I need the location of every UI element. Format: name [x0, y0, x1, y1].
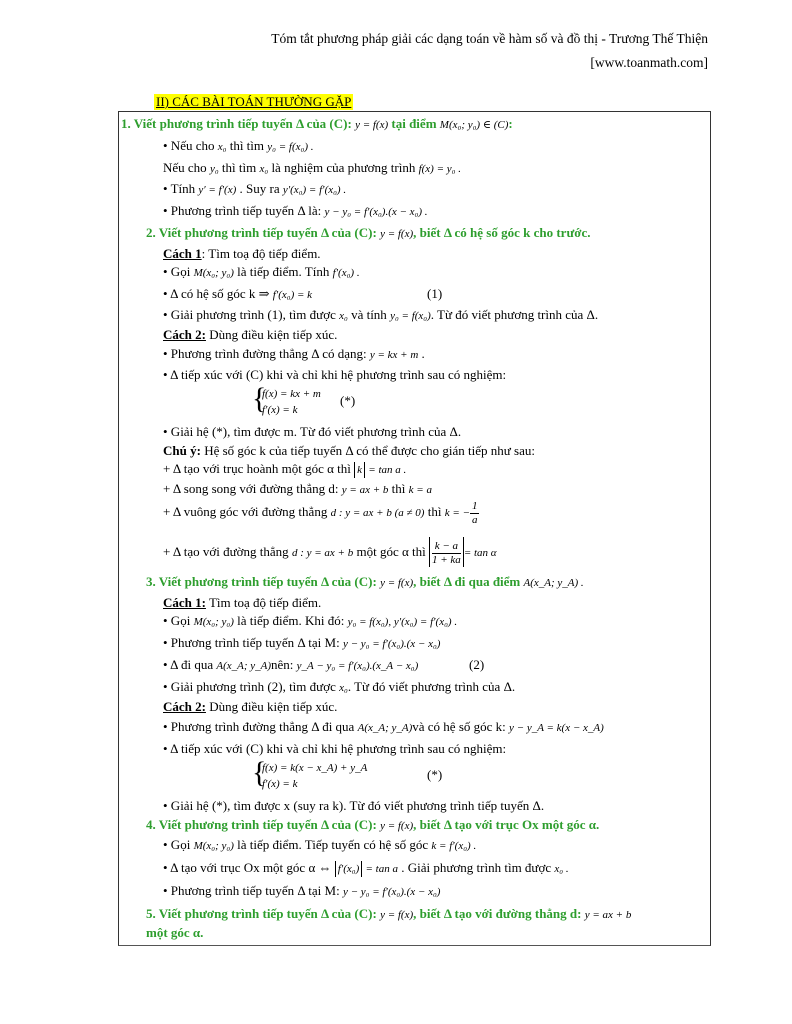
p3-line-h: • Giải hệ (*), tìm được x (suy ra k). Từ đó viết phương trình tiếp tuyến Δ. — [163, 798, 545, 813]
problem-5-heading: 5. Viết phương trình tiếp tuyến Δ của (C): y = f(x), biết Δ tạo với đường thẳng d: y = ax + b — [146, 906, 632, 921]
p2-line-g: • Giải hệ (*), tìm được m. Từ đó viết phương trình của Δ. — [163, 424, 462, 439]
p2-system-eq-1: f(x) = kx + m — [262, 388, 321, 400]
p2-line-e: • Phương trình đường thẳng Δ có dạng: y = kx + m . — [163, 346, 425, 361]
problem-4-heading: 4. Viết phương trình tiếp tuyến Δ của (C): y = f(x), biết Δ tạo với trục Ox một góc α. — [146, 817, 600, 832]
p3-system-brace: { — [252, 756, 267, 789]
p3-line-e: • Giải phương trình (2), tìm được x₀. Từ đó viết phương trình của Δ. — [163, 679, 516, 694]
p2-system-brace: { — [252, 382, 267, 415]
p2-line-d: • Giải phương trình (1), tìm được x₀ và tính y₀ = f(x₀). Từ đó viết phương trình của Δ. — [163, 307, 599, 322]
p1-line-3: • Tính y′ = f′(x) . Suy ra y′(x₀) = f′(x₀) . — [163, 181, 347, 196]
p3-line-f: • Phương trình đường thẳng Δ đi qua A(x_A; y_A)và có hệ số góc k: y − y_A = k(x − x_A) — [163, 719, 604, 734]
p3-eq-number-2: (2) — [469, 657, 485, 672]
p2-line-b: • Δ có hệ số góc k ⇒ f′(x₀) = k — [163, 286, 313, 301]
p2-note: Chú ý: Hệ số góc k của tiếp tuyến Δ có thể được cho gián tiếp như sau: — [163, 443, 535, 458]
problem-1-heading: 1. Viết phương trình tiếp tuyến Δ của (C): y = f(x) tại điểm M(x₀; y₀) ∈ (C): — [121, 116, 513, 131]
p2-system-eq-2: f′(x) = k — [262, 404, 298, 416]
p4-line-a: • Gọi M(x₀; y₀) là tiếp điểm. Tiếp tuyến có hệ số góc k = f′(x₀) . — [163, 837, 477, 852]
p3-line-a: • Gọi M(x₀; y₀) là tiếp điểm. Khi đó: y₀ = f(x₀), y′(x₀) = f′(x₀) . — [163, 613, 458, 628]
p2-note-k: + Δ tạo với đường thẳng d : y = ax + b một góc α thì $\frac{k - a}{1 + ka}$ = tan α — [163, 537, 497, 568]
p2-method-2: Cách 2: Dùng điều kiện tiếp xúc. — [163, 327, 338, 342]
document-header-site: [www.toanmath.com] — [590, 55, 708, 70]
p3-line-b: • Phương trình tiếp tuyến Δ tại M: y − y₀ = f′(x₀).(x − x₀) — [163, 635, 441, 650]
problem-2-heading: 2. Viết phương trình tiếp tuyến Δ của (C): y = f(x), biết Δ có hệ số góc k cho trước. — [146, 225, 591, 240]
p2-line-f: • Δ tiếp xúc với (C) khi và chỉ khi hệ phương trình sau có nghiệm: — [163, 367, 507, 382]
p3-system-eq-1: f(x) = k(x − x_A) + y_A — [262, 762, 368, 774]
p2-method-1: Cách 1: Tìm toạ độ tiếp điểm. — [163, 246, 321, 261]
p3-method-2: Cách 2: Dùng điều kiện tiếp xúc. — [163, 699, 338, 714]
p2-note-i: + Δ song song với đường thẳng d: y = ax + b thì k = a — [163, 481, 432, 496]
p4-line-d: • Phương trình tiếp tuyến Δ tại M: y − y₀ = f′(x₀).(x − x₀) — [163, 883, 441, 898]
section-title: II) CÁC BÀI TOÁN THƯỜNG GẶP — [156, 94, 352, 109]
p1-line-4: • Phương trình tiếp tuyến Δ là: y − y₀ = f′(x₀).(x − x₀) . — [163, 203, 428, 218]
p3-line-g: • Δ tiếp xúc với (C) khi và chỉ khi hệ phương trình sau có nghiệm: — [163, 741, 507, 756]
document-header-title: Tóm tắt phương pháp giải các dạng toán về hàm số và đồ thị - Trương Thế Thiện — [271, 31, 708, 46]
p2-system-label: (*) — [340, 393, 356, 408]
p2-line-a: • Gọi M(x₀; y₀) là tiếp điểm. Tính f′(x₀) . — [163, 264, 360, 279]
p3-system-eq-2: f′(x) = k — [262, 778, 298, 790]
p1-line-2: Nếu cho y₀ thì tìm x₀ là nghiệm của phương trình f(x) = y₀ . — [163, 160, 461, 175]
p2-eq-number-1: (1) — [427, 286, 443, 301]
p2-note-j: + Δ vuông góc với đường thẳng d : y = ax + b (a ≠ 0) thì k = − $\frac{1}{a}$ — [163, 499, 478, 526]
p1-line-1: • Nếu cho x₀ thì tìm y₀ = f(x₀) . — [163, 138, 314, 153]
p3-method-1: Cách 1: Tìm toạ độ tiếp điểm. — [163, 595, 322, 610]
p3-system-label: (*) — [427, 767, 443, 782]
p2-note-h: + Δ tạo với trục hoành một góc α thì k = tan a . — [163, 461, 407, 476]
p4-line-b: • Δ tạo với trục Ox một góc α ⇔ f′(x₀) = tan a . Giải phương trình tìm được x₀ . — [163, 860, 569, 875]
p3-line-d: • Δ đi qua A(x_A; y_A)nên: y_A − y₀ = f′(x₀).(x_A − x₀) — [163, 657, 419, 672]
problem-3-heading: 3. Viết phương trình tiếp tuyến Δ của (C): y = f(x), biết Δ đi qua điểm A(x_A; y_A) . — [146, 574, 584, 589]
problem-5-heading-cont: một góc α. — [146, 925, 204, 940]
